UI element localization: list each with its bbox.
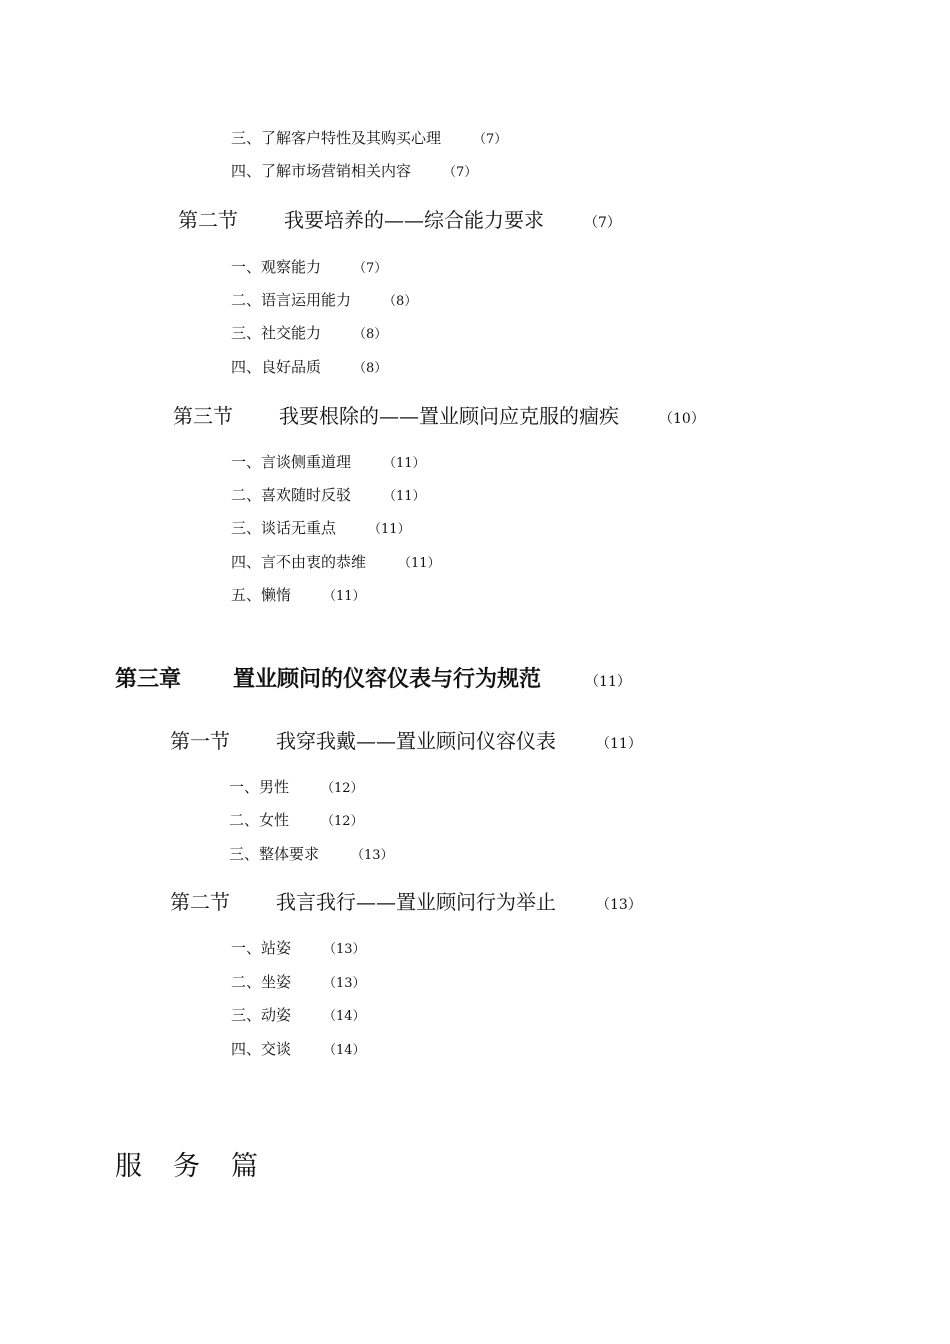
toc-page-number: （11）	[383, 489, 426, 504]
toc-item[interactable]	[231, 451, 426, 472]
toc-page-number: （13）	[351, 848, 394, 863]
toc-section[interactable]	[173, 400, 705, 429]
toc-item[interactable]	[229, 809, 364, 830]
toc-page-number: （7）	[473, 132, 508, 147]
toc-item[interactable]	[231, 127, 507, 148]
toc-page-number: （13）	[323, 976, 366, 991]
toc-item[interactable]	[231, 356, 387, 377]
toc-item[interactable]	[229, 776, 364, 797]
toc-item-label: 二、语言运用能力	[231, 291, 352, 309]
toc-item[interactable]	[231, 971, 366, 992]
toc-item-label: 一、言谈侧重道理	[231, 453, 352, 471]
toc-item-label: 一、男性	[229, 778, 290, 796]
toc-item[interactable]	[231, 256, 387, 277]
toc-item-label: 四、交谈	[231, 1040, 292, 1058]
toc-page-number: （13）	[596, 897, 642, 913]
toc-page-number: （11）	[323, 589, 366, 604]
toc-page-number: （8）	[353, 361, 388, 376]
toc-item-label: 二、喜欢随时反驳	[231, 486, 352, 504]
toc-chapter[interactable]	[115, 662, 631, 693]
toc-page-number: （11）	[398, 556, 441, 571]
toc-item-label: 二、女性	[229, 811, 290, 829]
toc-page-number: （12）	[321, 814, 364, 829]
toc-item[interactable]	[231, 160, 477, 181]
toc-item[interactable]	[231, 484, 426, 505]
toc-item[interactable]	[231, 289, 417, 310]
toc-page-number: （13）	[323, 942, 366, 957]
toc-page-number: （11）	[585, 674, 631, 690]
toc-page-number: （11）	[596, 736, 642, 752]
toc-item[interactable]	[229, 843, 394, 864]
toc-item-label: 三、社交能力	[231, 324, 322, 342]
toc-item-label: 五、懒惰	[231, 586, 292, 604]
toc-section[interactable]	[170, 886, 642, 915]
toc-item[interactable]	[231, 1038, 366, 1059]
toc-page-number: （10）	[659, 411, 705, 427]
section-number: 第二节	[170, 890, 230, 914]
toc-page-number: （11）	[368, 522, 411, 537]
section-title: 我穿我戴——置业顾问仪容仪表	[276, 729, 556, 753]
chapter-title: 置业顾问的仪容仪表与行为规范	[233, 666, 542, 692]
toc-item-label: 四、良好品质	[231, 358, 322, 376]
toc-section[interactable]	[178, 204, 621, 233]
toc-item[interactable]	[231, 551, 441, 572]
toc-page-number: （8）	[353, 327, 388, 342]
toc-item-label: 四、言不由衷的恭维	[231, 553, 367, 571]
section-number: 第三节	[173, 404, 233, 428]
toc-item-label: 三、整体要求	[229, 845, 320, 863]
toc-page-number: （7）	[353, 261, 388, 276]
section-title: 我要培养的——综合能力要求	[284, 208, 544, 232]
toc-page-number: （14）	[323, 1009, 366, 1024]
section-title: 我言我行——置业顾问行为举止	[276, 890, 556, 914]
toc-page-number: （7）	[584, 215, 621, 231]
toc-item-label: 一、观察能力	[231, 258, 322, 276]
toc-item[interactable]	[231, 517, 411, 538]
toc-item-label: 三、了解客户特性及其购买心理	[231, 129, 442, 147]
toc-page-number: （11）	[383, 456, 426, 471]
toc-item-label: 三、动姿	[231, 1006, 292, 1024]
toc-item-label: 二、坐姿	[231, 973, 292, 991]
toc-item[interactable]	[231, 937, 366, 958]
toc-item-label: 一、站姿	[231, 939, 292, 957]
toc-section[interactable]	[170, 725, 642, 754]
chapter-number: 第三章	[115, 666, 182, 692]
section-number: 第一节	[170, 729, 230, 753]
toc-item[interactable]	[231, 322, 387, 343]
section-title: 我要根除的——置业顾问应克服的痼疾	[279, 404, 619, 428]
toc-item-label: 三、谈话无重点	[231, 519, 337, 537]
toc-page-number: （8）	[383, 294, 418, 309]
toc-item-label: 四、了解市场营销相关内容	[231, 162, 412, 180]
toc-page-number: （12）	[321, 781, 364, 796]
section-number: 第二节	[178, 208, 238, 232]
toc-item[interactable]	[231, 1004, 366, 1025]
toc-page-number: （7）	[443, 165, 478, 180]
toc-item[interactable]	[231, 584, 366, 605]
part-title: 服 务 篇	[115, 1151, 260, 1182]
toc-page-number: （14）	[323, 1043, 366, 1058]
